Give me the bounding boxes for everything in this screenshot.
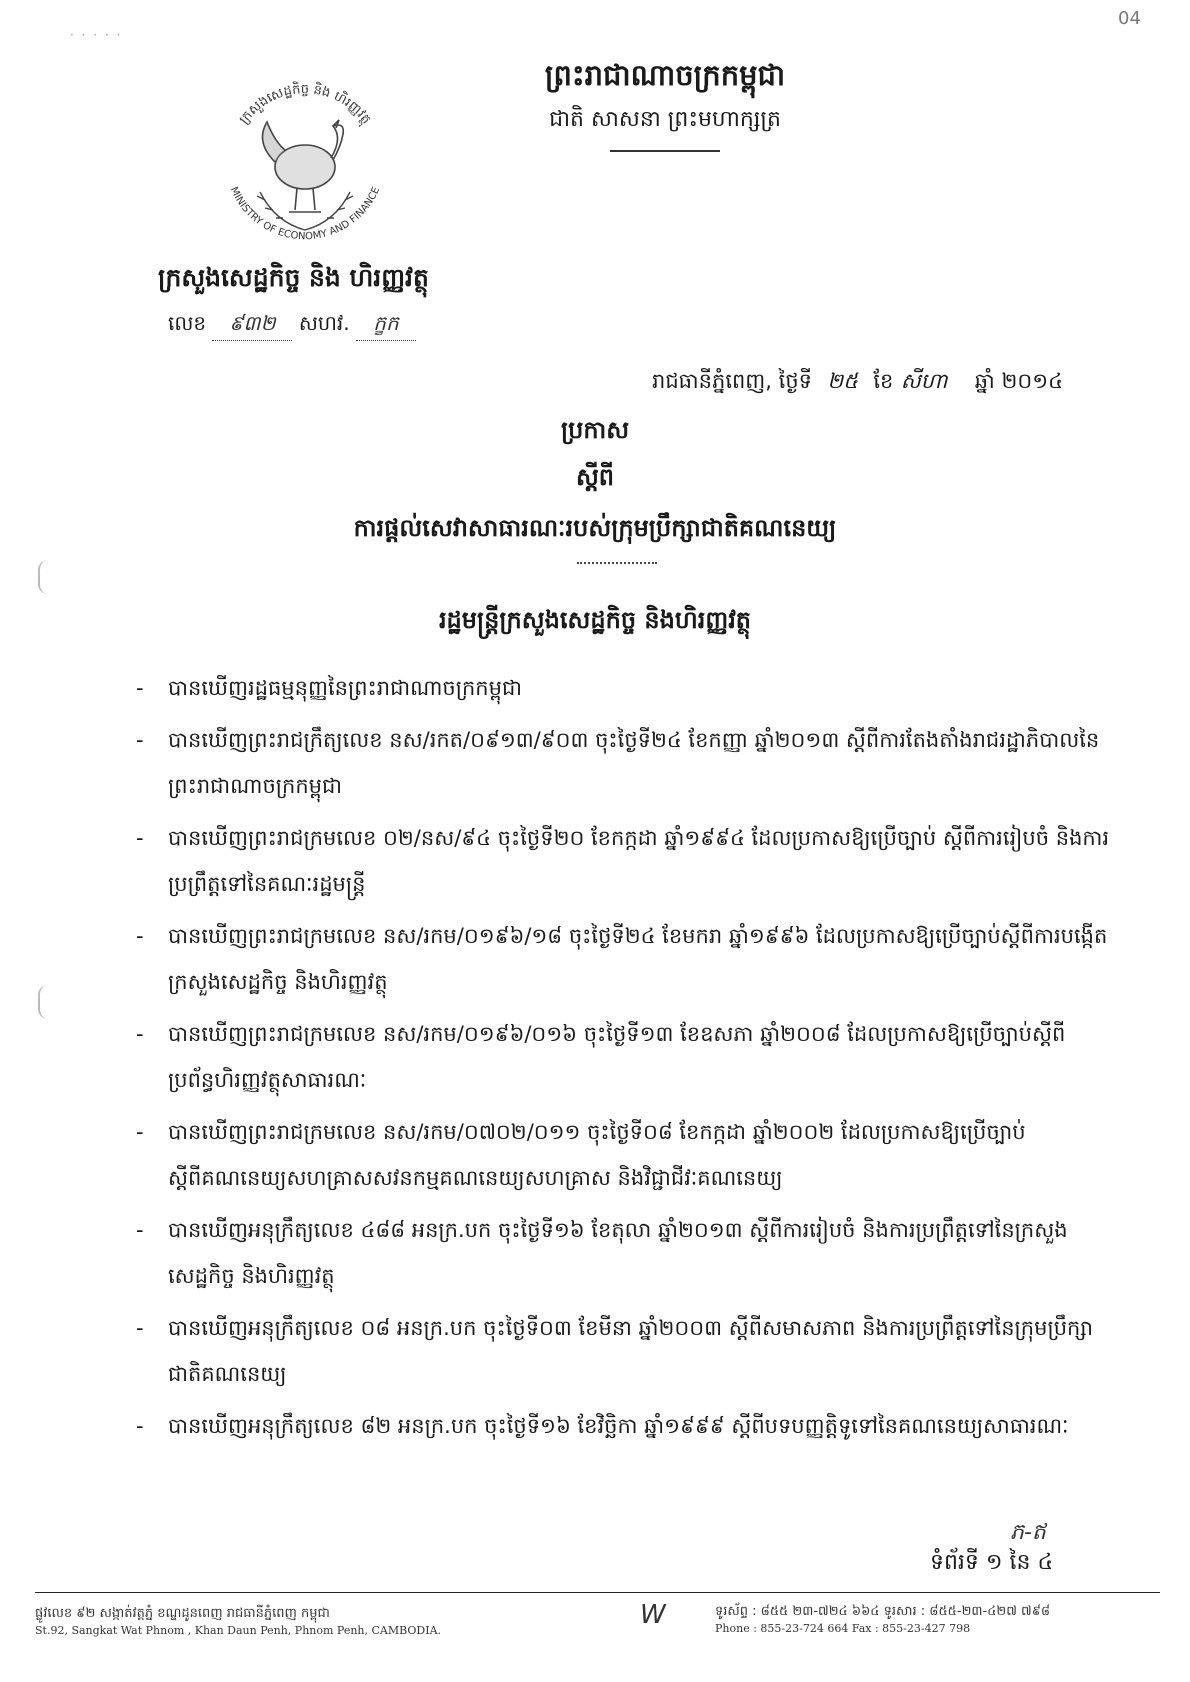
list-item: - បានឃើញព្រះរាជក្រមលេខ នស/រកម/០៧០២/០១១ ចុះថ្ងៃទី០៨ ខែកក្កដា ឆ្នាំ២០០២ ដែលប្រកាសឱ្យប្រើច្បាប់ស្តីពីគណនេយ្យសហគ្រាសសវនកម្មគណនេយ្យសហគ្រាស និងវិជ្ជាជីវៈគណនេយ្យ (130, 1109, 1125, 1201)
reference-line (168, 310, 416, 341)
considerations-list (130, 665, 1125, 1455)
footer-divider (35, 1592, 1160, 1593)
motto-divider (610, 150, 720, 152)
national-motto: ជាតិ សាសនា ព្រះមហាក្សត្រ (549, 107, 781, 132)
list-item: - បានឃើញព្រះរាជក្រមលេខ ០២/នស/៩៤ ចុះថ្ងៃទី២០ ខែកក្កដា ឆ្នាំ១៩៩៤ ដែលប្រកាសឱ្យប្រើច្បាប់ ស្តីពីការរៀបចំ និងការប្រព្រឹត្តទៅនៃគណៈរដ្ឋមន្ត្រី (130, 815, 1125, 907)
date-year: ២០១៤ (1001, 369, 1063, 393)
ref-suffix: សហវ. (298, 311, 350, 335)
top-margin-scribble: · · · · · (70, 28, 123, 42)
list-item: - បានឃើញព្រះរាជក្រមលេខ នស/រកម/០១៩៦/១៨ ចុះថ្ងៃទី២៤ ខែមករា ឆ្នាំ១៩៩៦ ដែលប្រកាសឱ្យប្រើច្បាប់ស្តីពីការបង្កើតក្រសួងសេដ្ឋកិច្ច និងហិរញ្ញវត្ថុ (130, 913, 1125, 1005)
ref-suffix-value: ក្ខក (356, 310, 416, 341)
date-month: សីហា (900, 369, 948, 393)
footer-phone-english: Phone : 855-23-724 664 Fax : 855-23-427 798 (715, 1622, 971, 1635)
date-month-label: ខែ (873, 369, 894, 393)
rooster-emblem-icon (263, 120, 344, 212)
list-item: - បានឃើញអនុក្រឹត្យលេខ ៤៨៨ អនក្រ.បក ចុះថ្ងៃទី១៦ ខែតុលា ឆ្នាំ២០១៣ ស្តីពីការរៀបចំ និងការប្រព្រឹត្តទៅនៃក្រសួងសេដ្ឋកិច្ច និងហិរញ្ញវត្ថុ (130, 1207, 1125, 1299)
list-item: - បានឃើញព្រះរាជក្រឹត្យលេខ នស/រកត/០៩១៣/៩០៣ ចុះថ្ងៃទី២៤ ខែកញ្ញា ឆ្នាំ២០១៣ ស្តីពីការតែងតាំងរាជរដ្ឋាភិបាលនៃព្រះរាជាណាចក្រកម្ពុជា (130, 717, 1125, 809)
date-place: រាជធានីភ្នំពេញ, ថ្ងៃទី (652, 369, 812, 393)
list-item: - បានឃើញព្រះរាជក្រមលេខ នស/រកម/០១៩៦/០១៦ ចុះថ្ងៃទី១៣ ខែឧសភា ឆ្នាំ២០០៨ ដែលប្រកាសឱ្យប្រើច្បាប់ស្តីពីប្រព័ន្ធហិរញ្ញវត្ថុសាធារណៈ (130, 1011, 1125, 1103)
punch-hole-mark (38, 560, 48, 594)
footer-signature-mark: W (640, 1600, 666, 1630)
list-item: - បានឃើញអនុក្រឹត្យលេខ ៨២ អនក្រ.បក ចុះថ្ងៃទី១៦ ខែវិច្ឆិកា ឆ្នាំ១៩៩៩ ស្តីពីបទបញ្ញត្តិទូទៅនៃគណនេយ្យសាធារណៈ (130, 1403, 1125, 1449)
footer-phone-khmer: ទូរស័ព្ទ : ៨៥៥ ២៣-៧២៤ ៦៦៤ ទូរសារ : ៨៥៥-២៣-៤២៧ ៧៩៨ (715, 1604, 1051, 1619)
ministry-name: ក្រសួងសេដ្ឋកិច្ច និង ហិរញ្ញវត្ថុ (158, 263, 429, 292)
footer-address-khmer: ផ្លូវលេខ ៩២ សង្កាត់វត្តភ្នំ ខណ្ឌដូនពេញ រាជធានីភ្នំពេញ កម្ពុជា (35, 1606, 330, 1621)
document-subject: ការផ្តល់សេវាសាធារណៈរបស់ក្រុមប្រឹក្សាជាតិគណនេយ្យ (353, 514, 837, 542)
subject-label: ស្តីពី (575, 463, 615, 491)
footer-address-english: St.92, Sangkat Wat Phnom , Khan Daun Penh, Phnom Penh, CAMBODIA. (35, 1624, 442, 1637)
handwritten-initials: ភ-ឥ (1010, 1520, 1046, 1545)
kingdom-title: ព្រះរាជាណាចក្រកម្ពុជា (544, 58, 786, 92)
ministry-seal (205, 72, 405, 262)
date-day: ២៥ (827, 369, 859, 393)
seal-english-text: MINISTRY OF ECONOMY AND FINANCE (227, 185, 383, 243)
ref-label: លេខ (168, 311, 207, 335)
seal-khmer-text: ក្រសួងសេដ្ឋកិច្ច និង ហិរញ្ញវត្ថុ (236, 82, 374, 128)
document-type: ប្រកាស (560, 416, 630, 444)
list-item: - បានឃើញអនុក្រឹត្យលេខ ០៨ អនក្រ.បក ចុះថ្ងៃទី០៣ ខែមីនា ឆ្នាំ២០០៣ ស្តីពីសមាសភាព និងការប្រព្រឹត្តទៅនៃក្រុមប្រឹក្សាជាតិគណនេយ្យ (130, 1305, 1125, 1397)
page-corner-number: 04 (1118, 8, 1141, 29)
ref-number: ៩៣២ (212, 310, 292, 341)
page-number: ទំព័រទី ១ នៃ ៤ (930, 1550, 1054, 1575)
list-item: - បានឃើញរដ្ឋធម្មនុញ្ញនៃព្រះរាជាណាចក្រកម្ពុជា (130, 665, 1125, 711)
date-year-label: ឆ្នាំ (974, 369, 995, 393)
issuing-authority: រដ្ឋមន្ត្រីក្រសួងសេដ្ឋកិច្ច និងហិរញ្ញវត្ថុ (438, 606, 752, 634)
dateline (652, 368, 1063, 399)
punch-hole-mark (38, 985, 48, 1019)
subject-divider (577, 562, 657, 564)
